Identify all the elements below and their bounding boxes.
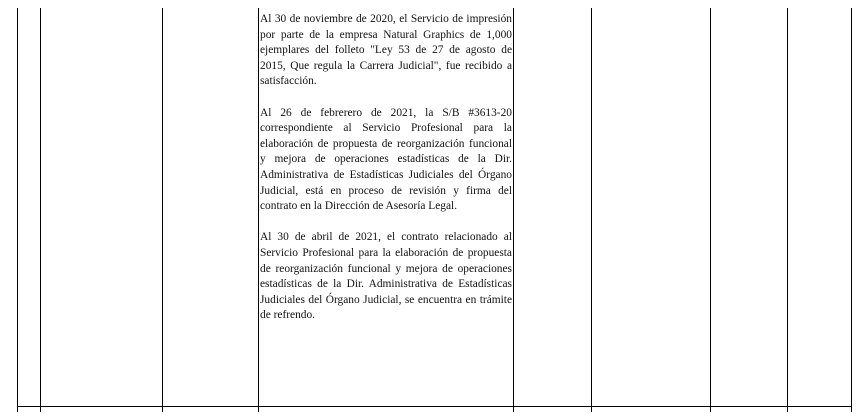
row-border <box>17 406 852 407</box>
column-border <box>40 8 41 412</box>
status-cell <box>260 12 512 324</box>
status-paragraph: Al 30 de noviembre de 2020, el Servicio de impresión por parte de la empresa Natural Graphics de 1,000 ejemplares del folleto "Ley 53 de 27 de agosto de 2015, Que regula la Carrera Judicial", fue recibido a satisfacción. <box>260 13 512 88</box>
column-border <box>258 8 259 412</box>
column-border <box>787 8 788 412</box>
status-paragraph: Al 30 de abril de 2021, el contrato relacionado al Servicio Profesional para la elaboración de propuesta de reorganización funcional y mejora de operaciones estadísticas de la Dir. Administrativa de Estadísticas Judiciales del Órgano Judicial, se encuentra en trámite de refrendo. <box>260 231 512 322</box>
column-border <box>591 8 592 412</box>
status-paragraph: Al 26 de febrerero de 2021, la S/B #3613-20 correspondiente al Servicio Profesional para la elaboración de propuesta de reorganización funcional y mejora de operaciones estadísticas de la Dir. Administrativa de Estadísticas Judiciales del Órgano Judicial, está en proceso de revisión y firma del contrato en la Dirección de Asesoría Legal. <box>260 106 512 213</box>
column-border <box>513 8 514 412</box>
column-border <box>162 8 163 412</box>
column-border <box>851 8 852 412</box>
column-border <box>17 8 18 412</box>
column-border <box>710 8 711 412</box>
